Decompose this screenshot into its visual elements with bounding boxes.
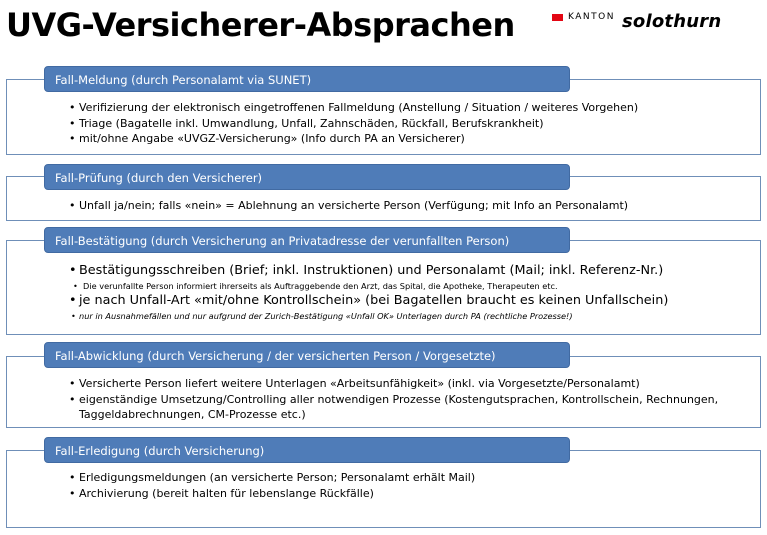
section-header: Fall-Prüfung (durch den Versicherer)	[44, 164, 570, 190]
section-fall-bestaetigung	[6, 240, 761, 335]
page-title: UVG-Versicherer-Absprachen	[6, 6, 515, 44]
logo-kanton-text: KANTON	[568, 12, 615, 22]
kanton-solothurn-logo	[552, 12, 742, 38]
section-items	[69, 376, 754, 423]
logo-name-text: solothurn	[622, 11, 722, 32]
list-item: • Unfall ja/nein; falls «nein» = Ablehnung an versicherte Person (Verfügung; mit Info an Personalamt)	[69, 198, 754, 214]
list-item: • Triage (Bagatelle inkl. Umwandlung, Unfall, Zahnschäden, Rückfall, Berufskrankheit)	[69, 116, 754, 132]
section-header: Fall-Meldung (durch Personalamt via SUNET)	[44, 66, 570, 92]
section-header: Fall-Bestätigung (durch Versicherung an Privatadresse der verunfallten Person)	[44, 227, 570, 253]
section-items	[69, 470, 754, 501]
section-header: Fall-Erledigung (durch Versicherung)	[44, 437, 570, 463]
section-items	[69, 262, 754, 322]
section-header: Fall-Abwicklung (durch Versicherung / der versicherten Person / Vorgesetzte)	[44, 342, 570, 368]
section-items	[69, 100, 754, 147]
list-item: • mit/ohne Angabe «UVGZ-Versicherung» (Info durch PA an Versicherer)	[69, 131, 754, 147]
canton-flag-icon	[552, 14, 563, 27]
list-item: • Erledigungsmeldungen (an versicherte Person; Personalamt erhält Mail)	[69, 470, 754, 486]
list-item: • Archivierung (bereit halten für lebenslange Rückfälle)	[69, 486, 754, 502]
list-item: • Versicherte Person liefert weitere Unterlagen «Arbeitsunfähigkeit» (inkl. via Vorgesetzte/Personalamt)	[69, 376, 754, 392]
list-item: • Verifizierung der elektronisch eingetroffenen Fallmeldung (Anstellung / Situation / weiteres Vorgehen)	[69, 100, 754, 116]
list-item: • Die verunfallte Person informiert ihrerseits als Auftraggebende den Arzt, das Spital, die Apotheke, Therapeuten etc.	[73, 280, 754, 292]
list-item: • nur in Ausnahmefällen und nur aufgrund der Zurich-Bestätigung «Unfall OK» Unterlagen durch PA (rechtliche Prozesse!)	[71, 310, 754, 322]
section-items	[69, 198, 754, 214]
list-item: • Bestätigungsschreiben (Brief; inkl. Instruktionen) und Personalamt (Mail; inkl. Referenz-Nr.)	[69, 262, 754, 280]
list-item: • je nach Unfall-Art «mit/ohne Kontrollschein» (bei Bagatellen braucht es keinen Unfallschein)	[69, 292, 754, 310]
list-item: • eigenständige Umsetzung/Controlling aller notwendigen Prozesse (Kostengutsprachen, Kontrollschein, Rechnungen, Taggeldabrechnungen, CM-Prozesse etc.)	[69, 392, 719, 423]
